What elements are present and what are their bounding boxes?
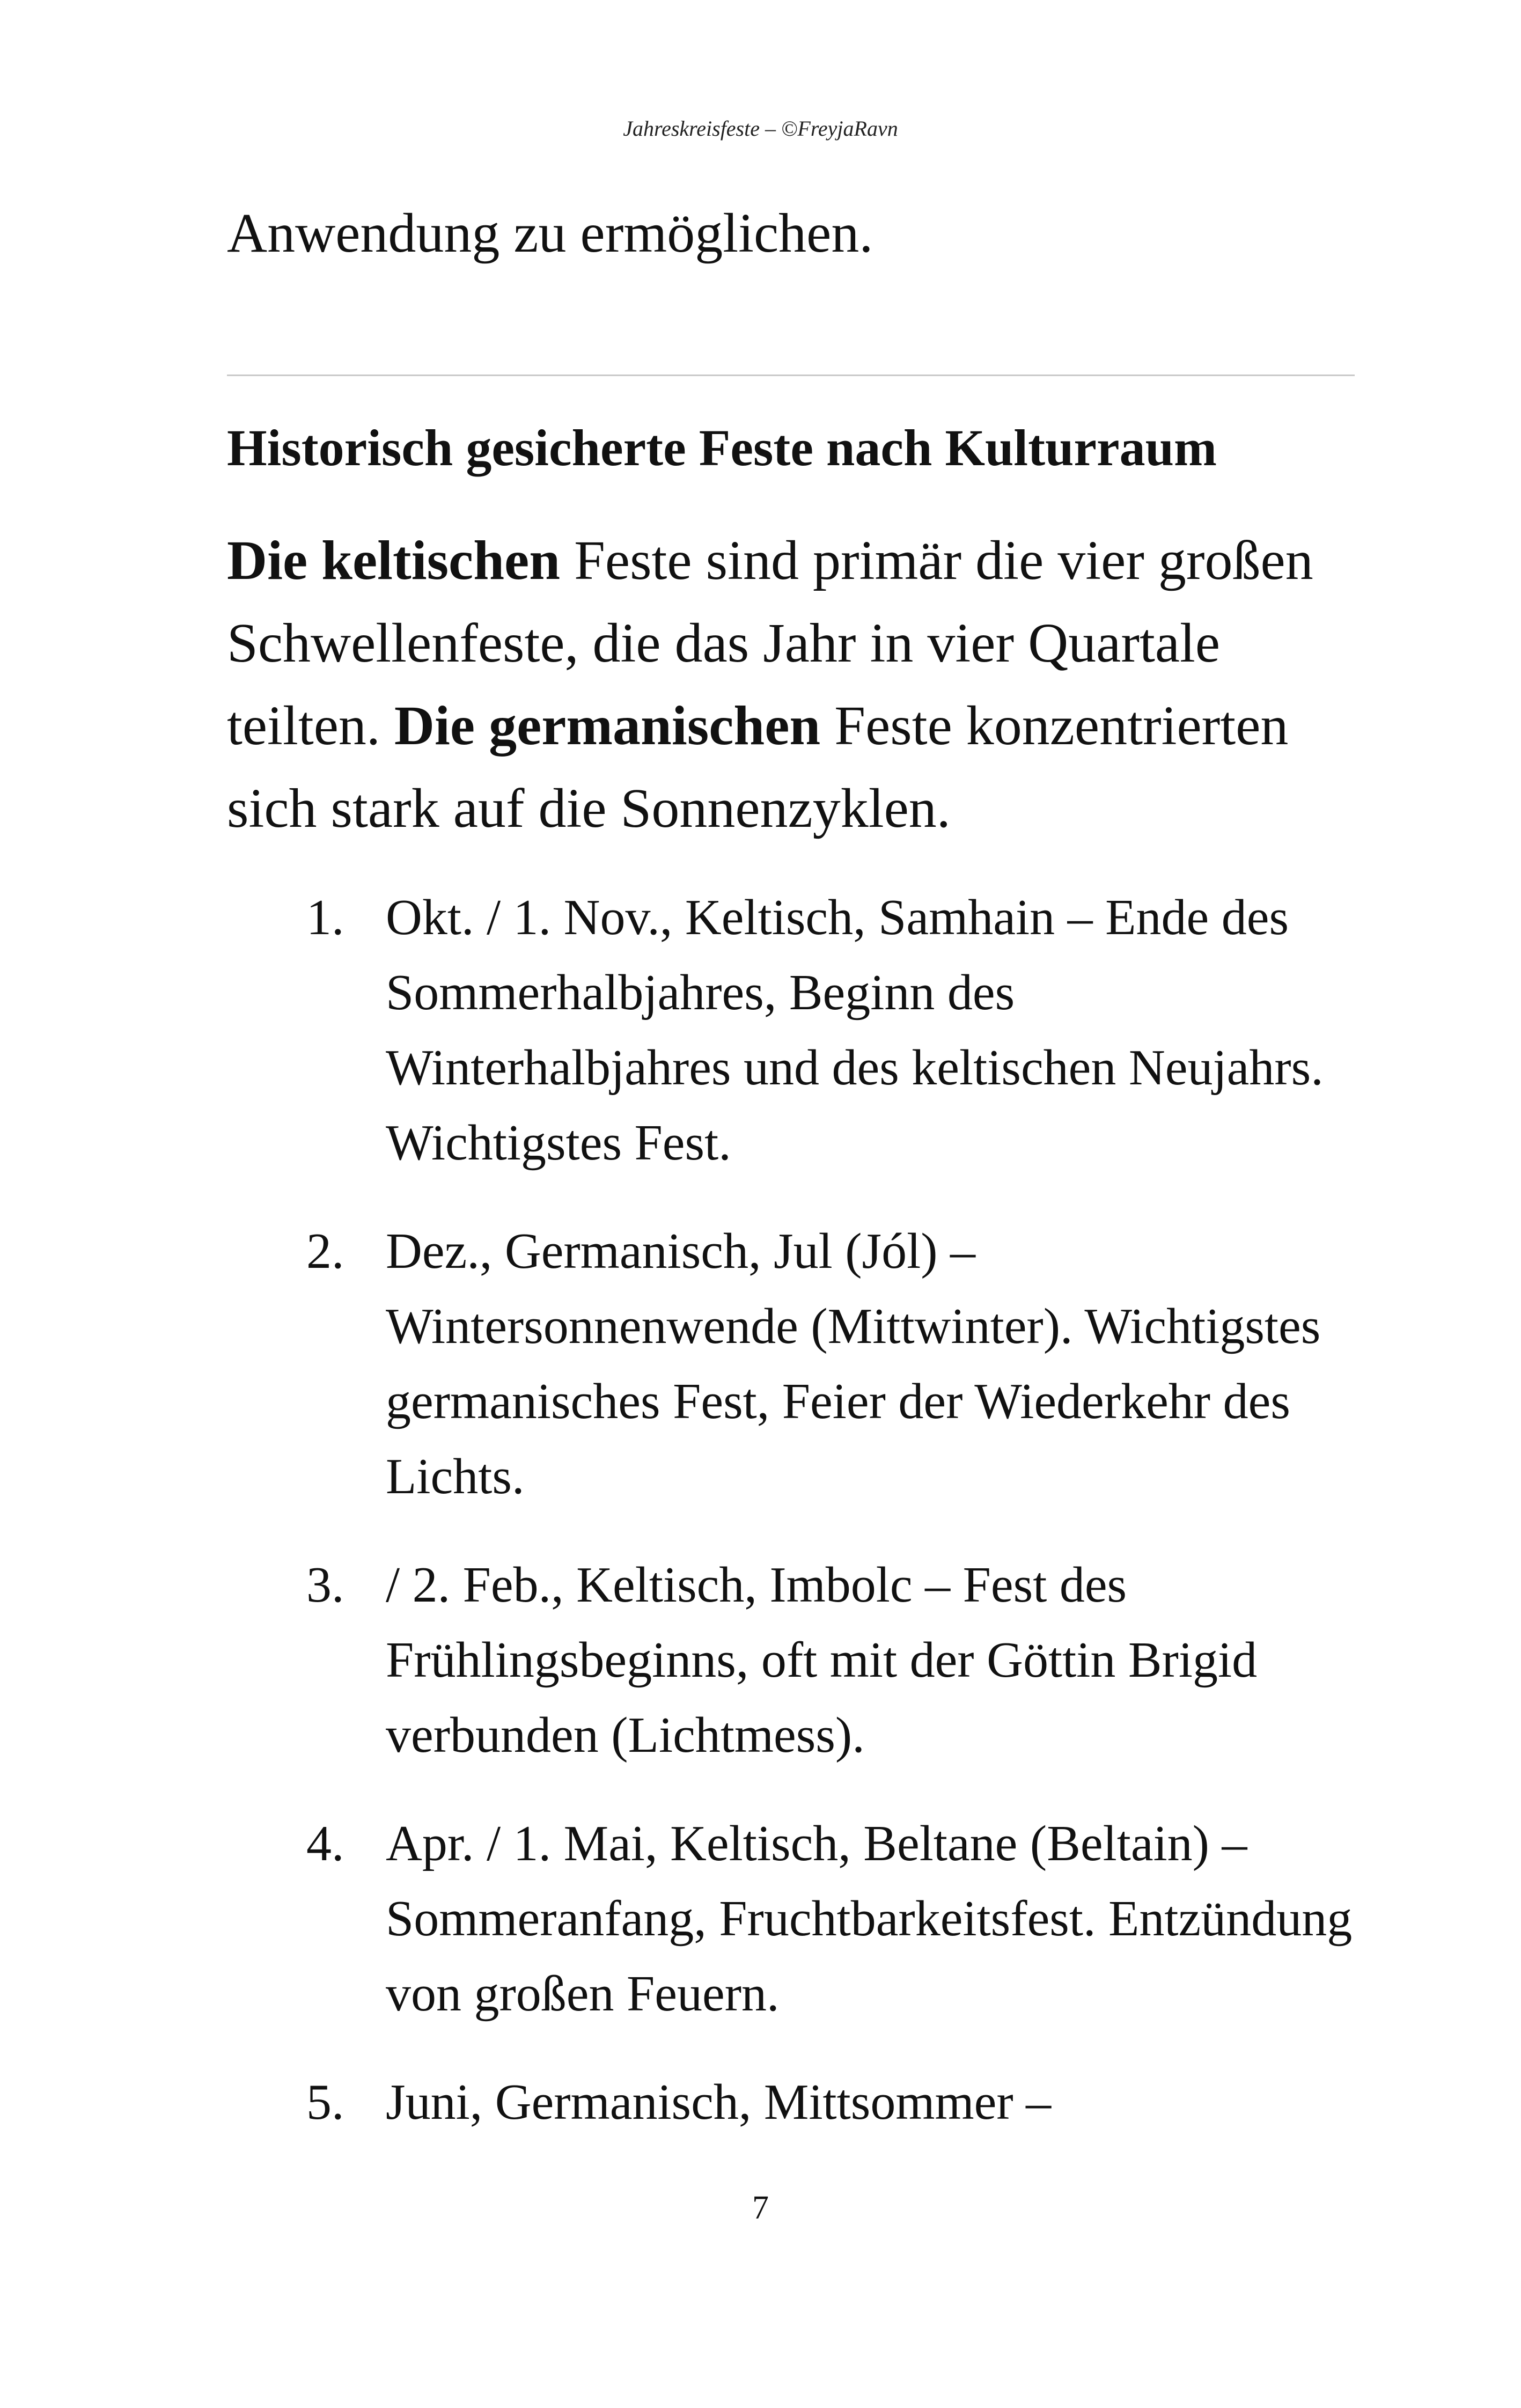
list-item-number: 1. <box>306 890 344 945</box>
page-number: 7 <box>752 2190 769 2226</box>
list-item <box>227 1547 1364 1773</box>
intro-text-part1: Feste sind primär die vier großen Schwellenfeste, die das Jahr in vier Quartale teilten. <box>227 530 1313 757</box>
list-item-number: 2. <box>306 1223 344 1279</box>
list-item-text: / 2. Feb., Keltisch, Imbolc – Fest des Frühlingsbeginns, oft mit der Göttin Brigid verbunden (Lichtmess). <box>386 1557 1258 1763</box>
page-content <box>227 193 1354 274</box>
list-item-text: Juni, Germanisch, Mittsommer – <box>386 2074 1052 2130</box>
celtic-label: Die keltischen <box>227 530 561 591</box>
list-item-number: 3. <box>306 1557 344 1613</box>
list-item <box>227 1214 1364 1514</box>
festival-list <box>227 880 1364 2173</box>
germanic-label: Die germanischen <box>394 695 821 757</box>
list-item-text: Dez., Germanisch, Jul (Jól) – Wintersonnenwende (Mittwinter). Wichtigstes germanisches Fest, Feier der Wiederkehr des Lichts. <box>386 1223 1321 1504</box>
list-item <box>227 1806 1364 2031</box>
list-item <box>227 2065 1364 2140</box>
list-item-number: 4. <box>306 1816 344 1871</box>
list-item <box>227 880 1364 1180</box>
list-item-number: 5. <box>306 2074 344 2130</box>
intro-text-part2: Feste konzentrierten sich stark auf die Sonnenzyklen. <box>227 695 1289 839</box>
list-item-text: Okt. / 1. Nov., Keltisch, Samhain – Ende des Sommerhalbjahres, Beginn des Winterhalbjahres und des keltischen Neujahrs. Wichtigstes Fest. <box>386 890 1324 1171</box>
intro-paragraph <box>227 519 1364 850</box>
list-item-text: Apr. / 1. Mai, Keltisch, Beltane (Beltain) – Sommeranfang, Fruchtbarkeitsfest. Entzündung von großen Feuern. <box>386 1816 1353 2022</box>
running-header: Jahreskreisfeste – ©FreyjaRavn <box>623 116 898 141</box>
carryover-text: Anwendung zu ermöglichen. <box>227 202 873 264</box>
horizontal-divider <box>227 375 1355 376</box>
section-heading: Historisch gesicherte Feste nach Kulturraum <box>227 419 1217 476</box>
